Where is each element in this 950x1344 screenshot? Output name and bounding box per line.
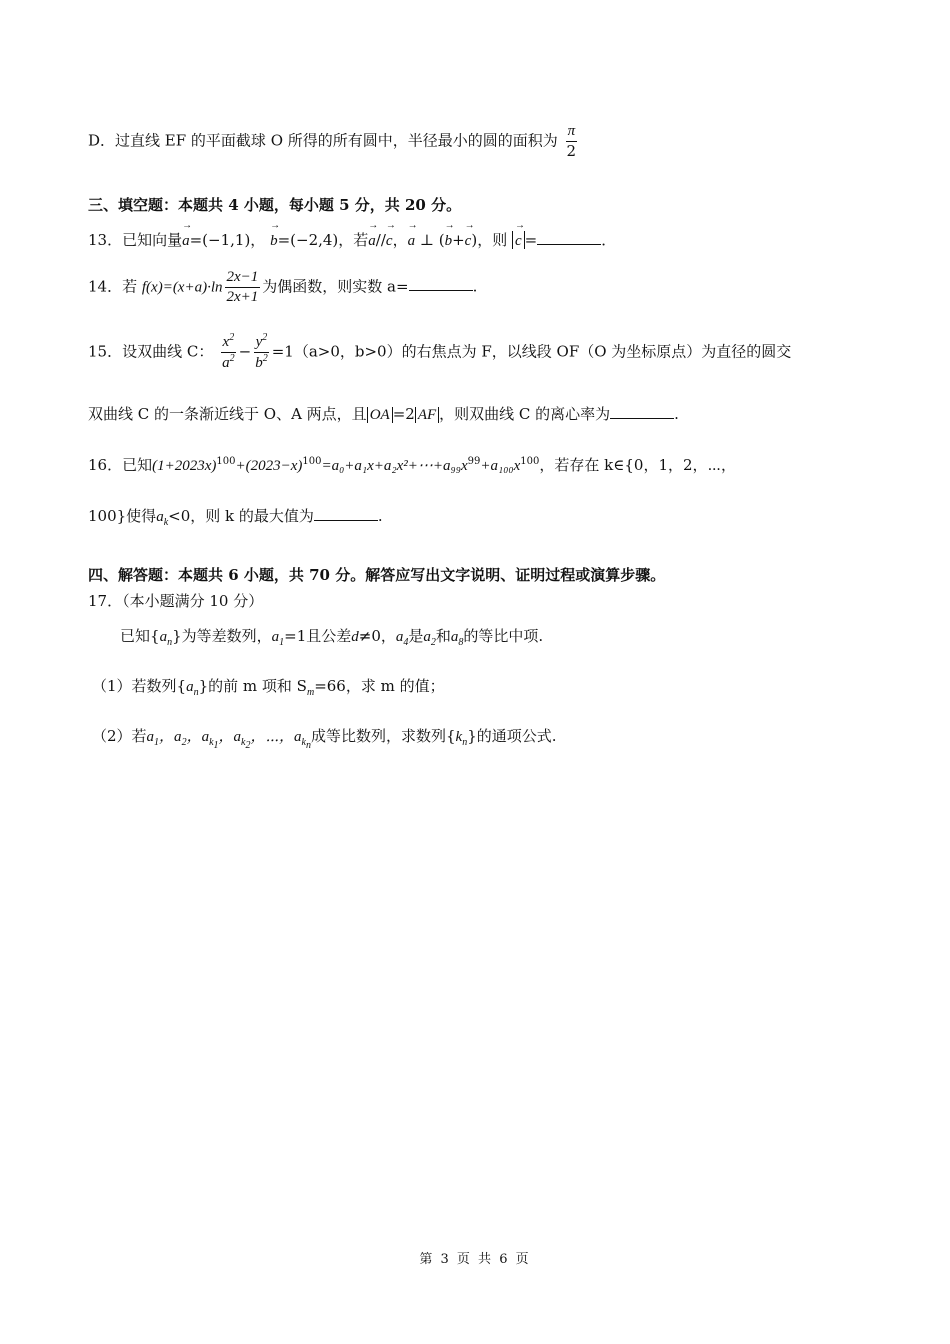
pi-over-2-fraction: $\frac{\pi}{2}$: [566, 123, 577, 160]
answer-blank[interactable]: [610, 404, 674, 419]
question-13: 13．已知向量→ a=(−1,1)， → b=(−2,4)，若→ a//→ c，→ a ⊥ (→ b+→ c)，则 → c = ．: [88, 230, 616, 250]
question-17-part-2: （2）若$a_1$，$a_2$，$a_{k_1}$，$a_{k_2}$，⋯，$a_{k_n}$成等比数列，求数列$\{k_n\}$的通项公式.: [92, 727, 557, 751]
question-15: 15．设双曲线 C： $\frac{x^2}{a^2}$ − $\frac{y^2}{b^2}$ =1（a>0，b>0）的右焦点为 F，以线段 OF（O 为坐标原点）为直径的圆交: [88, 332, 792, 371]
question-14: 14．若 f(x)=(x+a)·ln $\frac{2x-1}{2x+1}$ 为偶函数，则实数 a= .: [88, 269, 478, 305]
question-17-part-1: （1）若数列$\{a_n\}$的前 m 项和 $S_m=66$，求 m 的值；: [92, 677, 445, 698]
ln-fraction: $\frac{2x-1}{2x+1}$: [226, 269, 259, 305]
answer-blank[interactable]: [537, 230, 601, 245]
section-4-heading: 四、解答题：本题共 6 小题，共 70 分。解答应写出文字说明、证明过程或演算步骤。: [88, 566, 666, 584]
question-15-line-2: 双曲线 C 的一条渐近线于 O、A 两点，且 OA =2 AF ，则双曲线 C 的离心率为 .: [88, 405, 679, 423]
section-3-heading: 三、填空题：本题共 4 小题，每小题 5 分，共 20 分。: [88, 196, 462, 214]
option-d-text: D．过直线 EF 的平面截球 O 所得的所有圆中，半径最小的圆的面积为: [88, 131, 558, 150]
vector-a: → a: [182, 232, 190, 250]
vector-b: → b: [270, 232, 278, 250]
question-17-stem: 已知$\{a_n\}$为等差数列，$a_1=1$且公差d≠0，$a_4$是$a_2$和$a_8$的等比中项.: [120, 627, 544, 648]
answer-blank[interactable]: [314, 506, 378, 521]
question-16: 16．已知$(1+2023x)^{100}+(2023-x)^{100}=a_0+a_1x+a_2x^2+\cdots+a_{99}x^{99}+a_{100}x^{100}$，若存在 k∈{0，1，2，⋯，: [88, 456, 737, 474]
answer-blank[interactable]: [409, 276, 473, 291]
question-17-title: 17．（本小题满分 10 分）: [88, 592, 264, 610]
option-d: [88, 122, 580, 161]
page-footer: 第 3 页 共 6 页: [419, 1252, 531, 1267]
question-16-line-2: 100}使得$a_k<0$，则 k 的最大值为 .: [88, 507, 383, 528]
